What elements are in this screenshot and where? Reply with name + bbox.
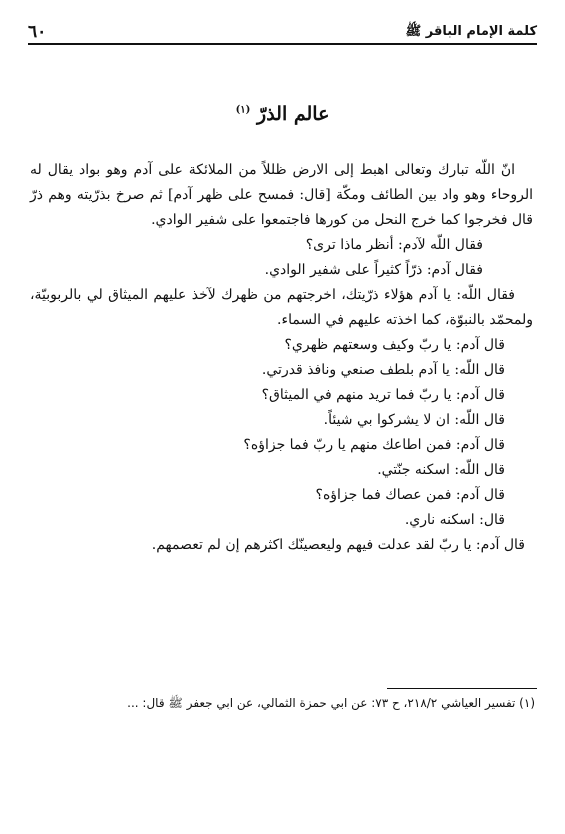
chapter-title-text: عالم الذرّ [257, 103, 330, 125]
dialogue-line: قال اللّه: اسكنه جنّتي. [377, 462, 505, 478]
footnote-rule [387, 688, 537, 689]
dialogue-line: قال آدم: يا ربّ فما تريد منهم في الميثاق؟ [261, 387, 505, 403]
intro-paragraph: انّ اللّه تبارك وتعالى اهبط إلى الارض ظللاً من الملائكة على آدم وهو بواد يقال له الروحاء وهو واد بين الطائف ومكّة [قال: فمسح على ظهر آدم] ثم صرخ بذرّيته وهم ذرّ قال فخرجوا كما خرج النحل من كورها فاجتمعوا على شفير الوادي. [30, 162, 534, 228]
dialogue-line: قال اللّه: ان لا يشركوا بي شيئاً. [323, 412, 505, 428]
chapter-title [0, 103, 565, 125]
dialogue-line: قال آدم: يا ربّ لقد عدلت فيهم وليعصينّك اكثرهم إن لم تعصمهم. [151, 537, 525, 553]
body-text [30, 158, 533, 558]
page-header [28, 16, 537, 42]
dialogue-line: قال آدم: فمن عصاك فما جزاؤه؟ [315, 487, 505, 503]
dialogue-paragraph: فقال اللّه: يا آدم هؤلاء ذرّيتك، اخرجتهم من ظهرك لآخذ عليهم الميثاق لي بالربوبيّة، ولمحمّد بالنبوّة، كما اخذته عليهم في السماء. [30, 287, 533, 328]
dialogue-line: قال آدم: يا ربّ وكيف وسعتهم ظهري؟ [284, 337, 505, 353]
page-number: ٦٠ [28, 22, 47, 42]
dialogue-line: فقال اللّه لآدم: أنظر ماذا ترى؟ [305, 237, 483, 253]
dialogue-line: قال: اسكنه ناري. [404, 512, 505, 528]
header-rule [28, 43, 537, 45]
dialogue-line: قال آدم: فمن اطاعك منهم يا ربّ فما جزاؤه؟ [243, 437, 505, 453]
running-title: كلمة الإمام الباقر ﷺ [405, 24, 537, 39]
footnote-marker: (١) [235, 104, 251, 116]
footnote: (١) تفسير العياشي ٢١٨/٢، ح ٧٣: عن ابي حمزة الثمالي، عن ابي جعفر ﷺ قال: ... [127, 696, 535, 710]
dialogue-line: قال اللّه: يا آدم بلطف صنعي ونافذ قدرتي. [261, 362, 505, 378]
dialogue-line: فقال آدم: ذرّاً كثيراً على شفير الوادي. [264, 262, 483, 278]
